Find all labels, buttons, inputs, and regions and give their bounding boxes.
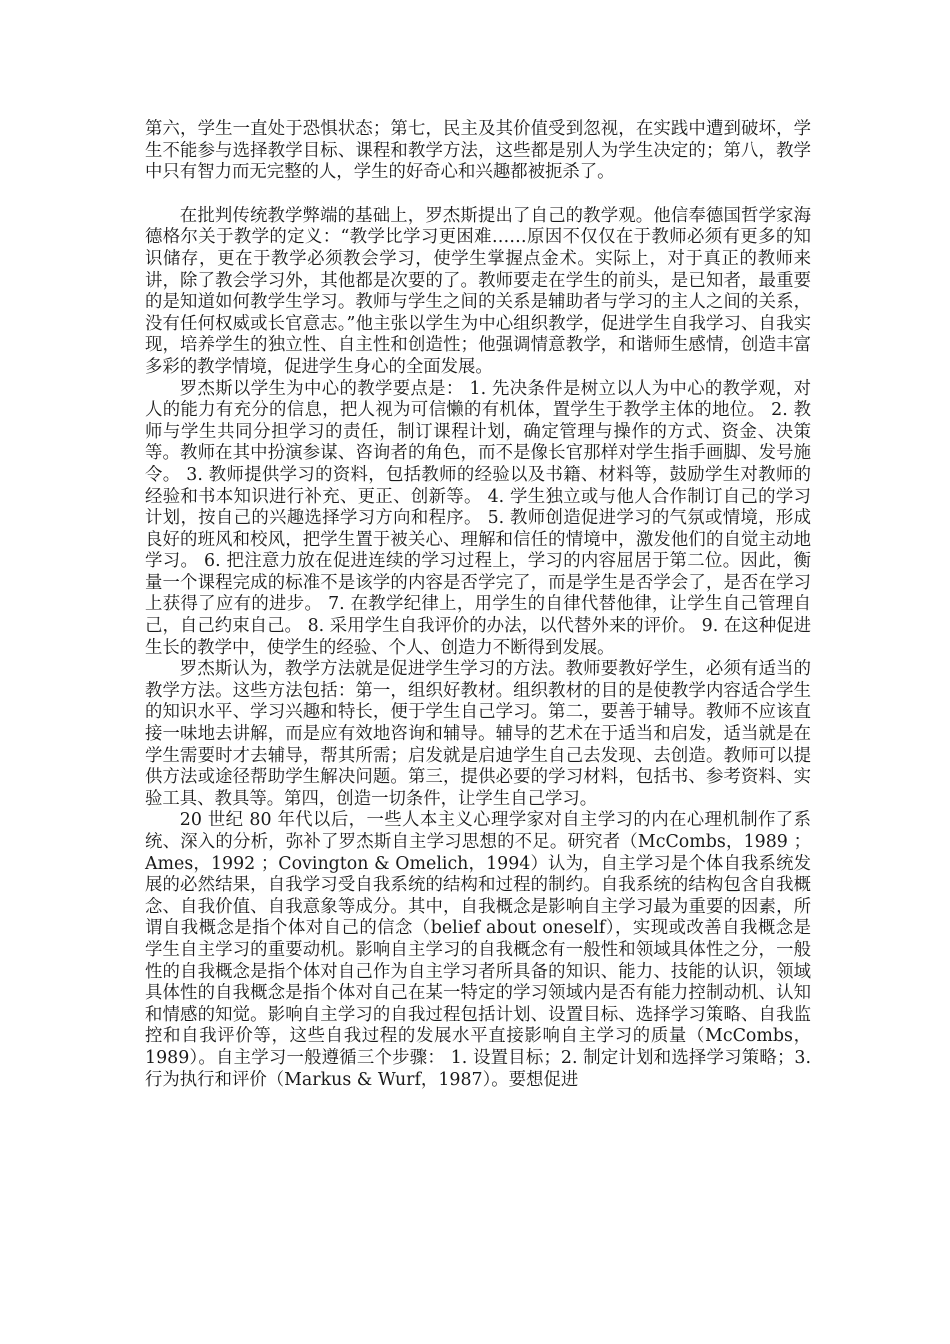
- paragraph-1: 第六，学生一直处于恐惧状态；第七，民主及其价值受到忽视，在实践中遭到破坏，学生不能参与选择教学目标、课程和教学方法，这些都是别人为学生决定的；第八，教学中只有智力而无完整的人，学生的好奇心和兴趣都被扼杀了。: [145, 119, 811, 183]
- paragraph-5: 20 世纪 80 年代以后，一些人本主义心理学家对自主学习的内在心理机制作了系统、深入的分析，弥补了罗杰斯自主学习思想的不足。研究者（McCombs，1989 ；Ames，1992 ；Covington & Omelich，1994）认为，自主学习是个体自我系统发展的必然结果，自我学习受自我系统的结构和过程的制约。自我系统的结构包含自我概念、自我价值、自我意象等成分。其中，自我概念是影响自主学习最为重要的因素，所谓自我概念是指个体对自己的信念（belief about oneself），实现或改善自我概念是学生自主学习的重要动机。影响自主学习的自我概念有一般性和领域具体性之分，一般性的自我概念是指个体对自己作为自主学习者所具备的知识、能力、技能的认识，领域具体性的自我概念是指个体对自己在某一特定的学习领域内是否有能力控制动机、认知和情感的知觉。影响自主学习的自我过程包括计划、设置目标、选择学习策略、自我监控和自我评价等，这些自我过程的发展水平直接影响自主学习的质量（McCombs，1989）。自主学习一般遵循三个步骤： 1. 设置目标；2. 制定计划和选择学习策略；3. 行为执行和评价（Markus & Wurf，1987）。要想促进: [145, 810, 811, 1090]
- paragraph-3: 罗杰斯以学生为中心的教学要点是： 1. 先决条件是树立以人为中心的教学观，对人的能力有充分的信息，把人视为可信懒的有机体，置学生于教学主体的地位。 2. 教师与学生共同分担学习的责任，制订课程计划，确定管理与操作的方式、资金、决策等。教师在其中扮演参谋、咨询者的角色，而不是像长官那样对学生指手画脚、发号施令。 3. 教师提供学习的资料，包括教师的经验以及书籍、材料等，鼓励学生对教师的经验和书本知识进行补充、更正、创新等。 4. 学生独立或与他人合作制订自己的学习计划，按自己的兴趣选择学习方向和程序。 5. 教师创造促进学习的气氛或情境，形成良好的班风和校风，把学生置于被关心、理解和信任的情境中，激发他们的自觉主动地学习。 6. 把注意力放在促进连续的学习过程上，学习的内容屈居于第二位。因此，衡量一个课程完成的标准不是该学的内容是否学完了，而是学生是否学会了，是否在学习上获得了应有的进步。 7. 在教学纪律上，用学生的自律代替他律，让学生自己管理自己，自己约束自己。 8. 采用学生自我评价的办法，以代替外来的评价。 9. 在这种促进生长的教学中，使学生的经验、个人、创造力不断得到发展。: [145, 378, 811, 658]
- paragraph-4: 罗杰斯认为，教学方法就是促进学生学习的方法。教师要教好学生，必须有适当的教学方法。这些方法包括：第一，组织好教材。组织教材的目的是使教学内容适合学生的知识水平、学习兴趣和特长，便于学生自己学习。第二，要善于辅导。教师不应该直接一味地去讲解，而是应有效地咨询和辅导。辅导的艺术在于适当和启发，适当就是在学生需要时才去辅导，帮其所需；启发就是启迪学生自己去发现、去创造。教师可以提供方法或途径帮助学生解决问题。第三，提供必要的学习材料，包括书、参考资料、实验工具、教具等。第四，创造一切条件，让学生自己学习。: [145, 659, 811, 809]
- document-page: [145, 119, 811, 1091]
- paragraph-2: 在批判传统教学弊端的基础上，罗杰斯提出了自己的教学观。他信奉德国哲学家海德格尔关于教学的定义：“教学比学习更困难……原因不仅仅在于教师必须有更多的知识储存，更在于教学必须教会学习，使学生掌握点金术。实际上，对于真正的教师来讲，除了教会学习外，其他都是次要的了。教师要走在学生的前头，是已知者，最重要的是知道如何教学生学习。教师与学生之间的关系是辅助者与学习的主人之间的关系，没有任何权威或长官意志。”他主张以学生为中心组织教学，促进学生自我学习、自我实现，培养学生的独立性、自主性和创造性；他强调情意教学，和谐师生感情，创造丰富多彩的教学情境，促进学生身心的全面发展。: [145, 205, 811, 377]
